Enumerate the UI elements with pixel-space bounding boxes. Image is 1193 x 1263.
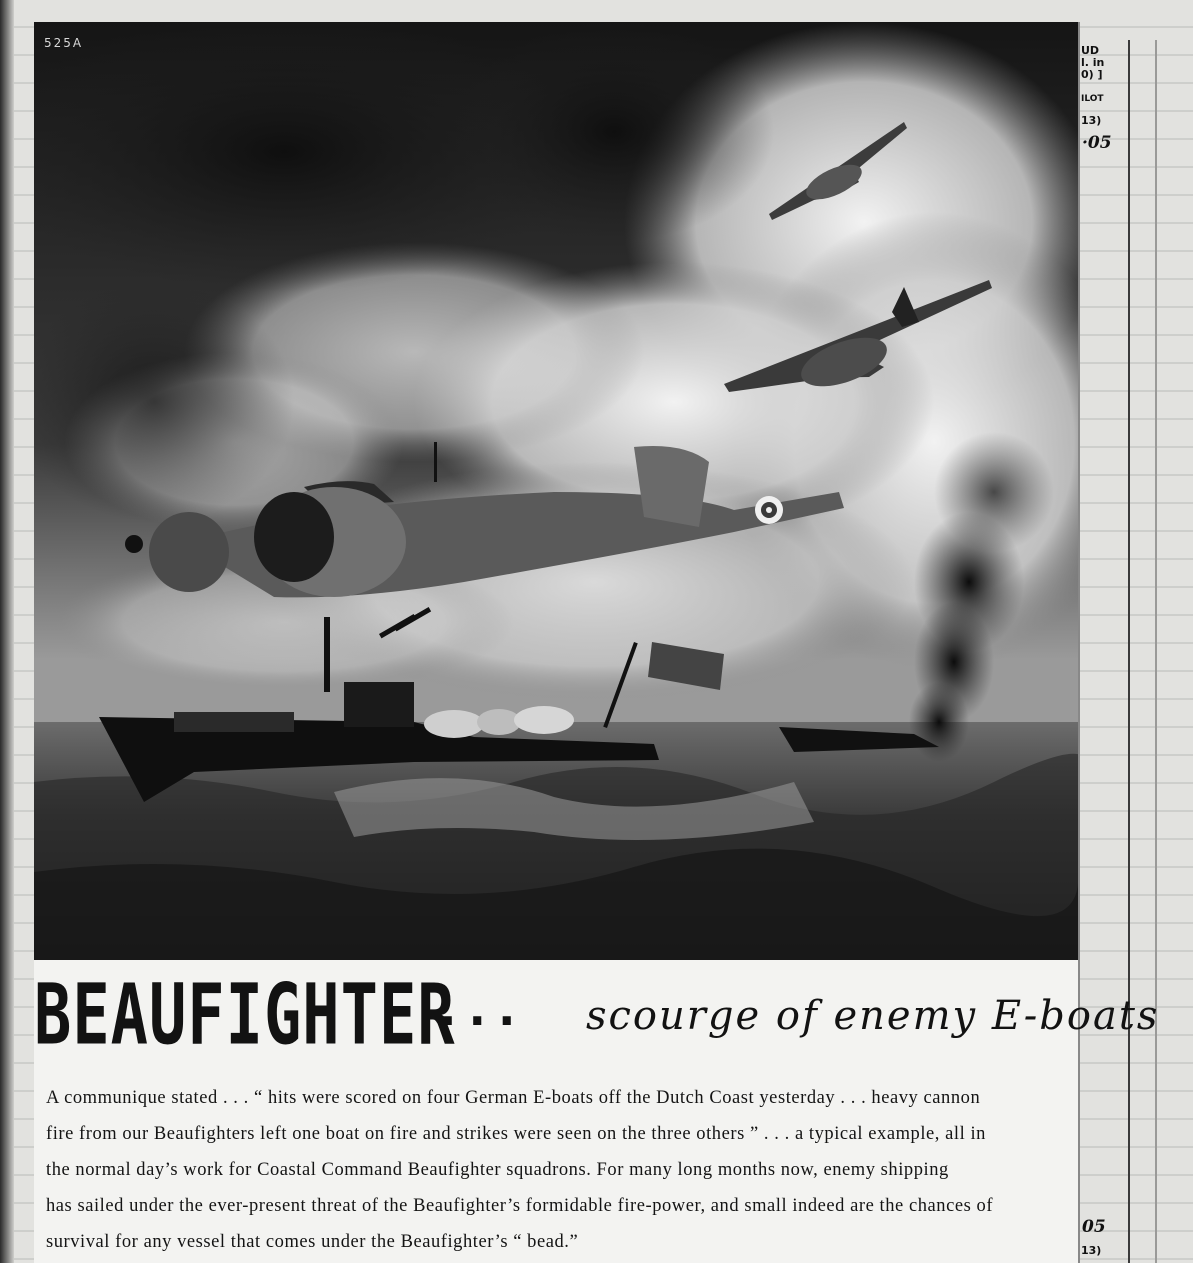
logbook-header-text: UD <box>1081 44 1100 57</box>
logbook-header-text: 0) ] <box>1081 68 1103 81</box>
logbook-header-text: 13) <box>1081 114 1102 127</box>
handwritten-note: 05 <box>1082 1217 1106 1237</box>
headline <box>34 965 1160 1064</box>
logbook-vertical-rule <box>1155 40 1157 1263</box>
headline-ellipsis: ... <box>439 982 528 1036</box>
binding-edge <box>0 0 14 1263</box>
logbook-header-text: ILOT <box>1081 94 1104 104</box>
article-line: the normal day’s work for Coastal Command Beaufighter squadrons. For many long months now, enemy shipping <box>46 1160 949 1180</box>
handwritten-note: ·05 <box>1082 133 1112 153</box>
logbook-footer-text: 13) <box>1081 1244 1102 1257</box>
article-body <box>46 1080 1078 1260</box>
logbook-column <box>1077 40 1130 1263</box>
article-line: has sailed under the ever-present threat of the Beaufighter’s formidable fire-power, and small indeed are the chances of <box>46 1196 994 1216</box>
article-line: survival for any vessel that comes under the Beaufighter’s “ bead.” <box>46 1232 579 1252</box>
headline-title: BEAUFIGHTER <box>34 965 456 1064</box>
headline-tagline: scourge of enemy E-boats <box>586 993 1160 1039</box>
article-line: A communique stated . . . “ hits were scored on four German E-boats off the Dutch Coast yesterday . . . heavy cannon <box>46 1088 981 1108</box>
article-line: fire from our Beaufighters left one boat on fire and strikes were seen on the three others ” . . . a typical example, all in <box>46 1124 986 1144</box>
page-mark: 525A <box>44 36 84 50</box>
logbook-header-text: l. in <box>1081 56 1105 69</box>
beaufighter-illustration <box>34 22 1078 960</box>
illustration-artwork <box>34 22 1078 960</box>
